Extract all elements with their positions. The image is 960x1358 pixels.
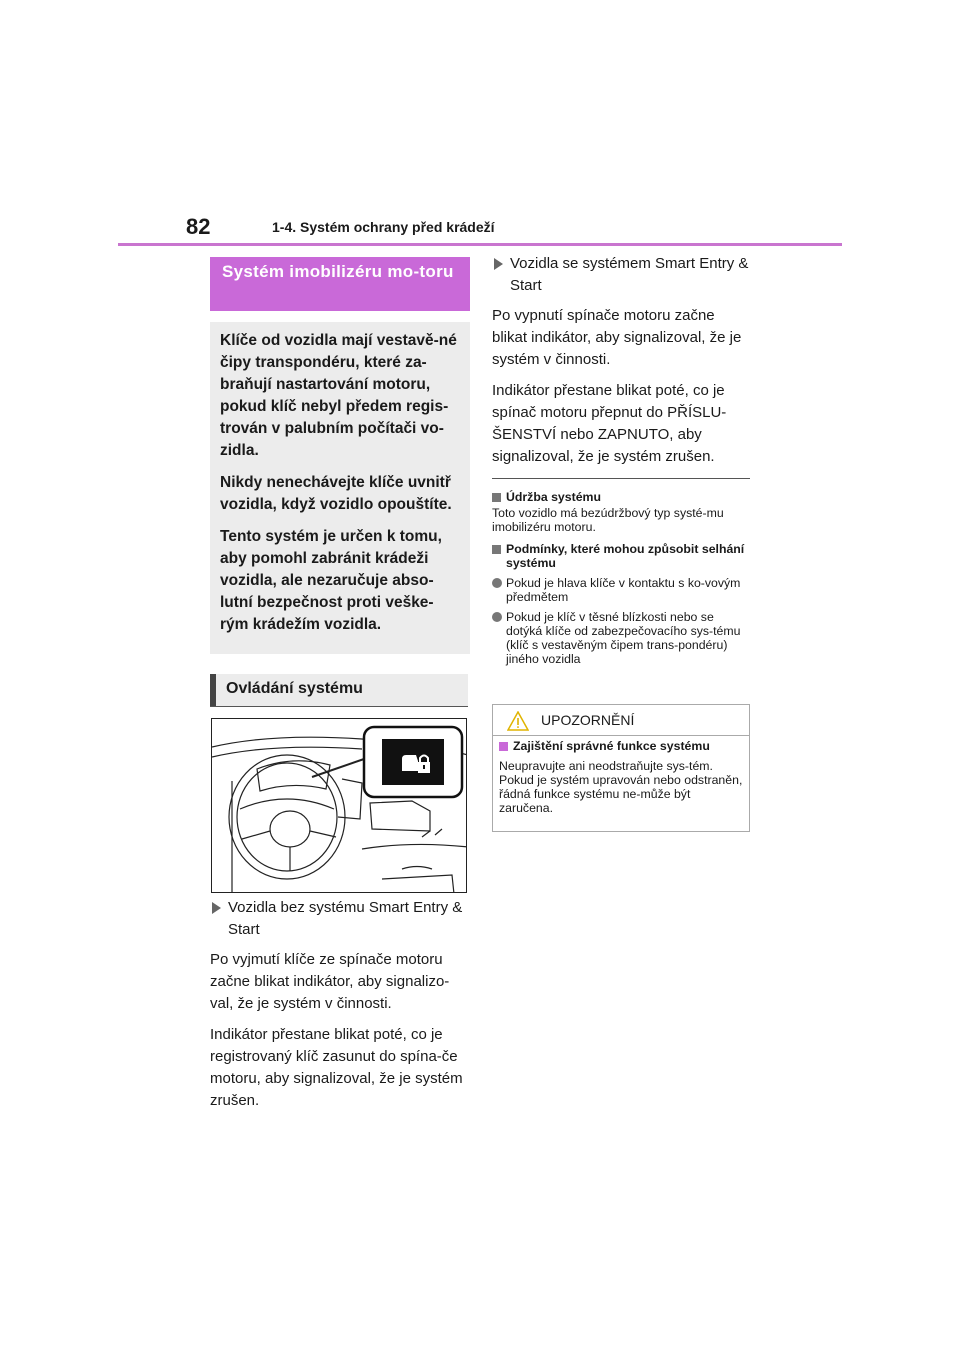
paragraph: Po vyjmutí klíče ze spínače motoru začne blikat indikátor, aby signalizo-val, že je systém v činnosti. [210, 951, 450, 1012]
caution-subtitle [499, 739, 743, 753]
subsection-heading: Vozidla bez systému Smart Entry & Start [228, 899, 463, 938]
list-item-text: Pokud je klíč v těsné blízkosti nebo se dotýká klíče od zabezpečovacího sys-tému (klíč s vestavěným čipem trans-pondéru) jiného vozidla [506, 610, 741, 666]
paragraph: Indikátor přestane blikat poté, co je registrovaný klíč zasunut do spína-če motoru, aby signalizoval, že je systém zrušen. [210, 1026, 463, 1109]
notice-box [210, 322, 470, 654]
caution-box [492, 704, 750, 832]
caution-title: UPOZORNĚNÍ [541, 712, 635, 728]
circle-bullet-icon [492, 578, 502, 588]
list-item [210, 897, 468, 941]
paragraph: Indikátor přestane blikat poté, co je spínač motoru přepnut do PŘÍSLU-ŠENSTVÍ nebo ZAPNUTO, aby signalizoval, že je systém zrušen. [492, 382, 727, 465]
dashboard-illustration [211, 718, 467, 893]
list-item-text: Pokud je hlava klíče v kontaktu s ko-vovým předmětem [506, 576, 741, 604]
note-text: Toto vozidlo má bezúdržbový typ systé-mu imobilizéru motoru. [492, 506, 724, 534]
paragraph: Po vypnutí spínače motoru začne blikat indikátor, aby signalizoval, že je systém v činnosti. [492, 307, 742, 368]
section-rule [210, 706, 468, 707]
divider [492, 478, 750, 479]
dashboard-drawing [212, 719, 467, 893]
note-heading [492, 542, 750, 570]
list-item [492, 253, 750, 297]
notice-paragraph: Klíče od vozidla mají vestavě-né čipy transpondéru, které za-braňují nastartování motoru, pokud klíč nebyl předem regis-trován v palubním počítači vo-zidla. [220, 332, 457, 459]
header-rule [118, 243, 842, 246]
caution-body [499, 739, 743, 823]
list-item [492, 576, 750, 604]
notice-paragraph: Tento systém je určen k tomu, aby pomohl zabránit krádeži vozidla, ale nezaručuje abso-lutní bezpečnost proti veške-rým krádežím vozidla. [220, 528, 442, 633]
left-column-text [210, 897, 468, 1121]
subsection-heading: Vozidla se systémem Smart Entry & Start [510, 255, 749, 294]
square-bullet-icon [499, 742, 508, 751]
notes-block [492, 484, 750, 666]
note-heading [492, 490, 750, 504]
triangle-bullet-icon [212, 902, 221, 914]
operation-heading: Ovládání systému [210, 674, 468, 706]
triangle-bullet-icon [494, 258, 503, 270]
list-item [492, 610, 750, 666]
warning-triangle-icon [507, 711, 529, 731]
page-number: 82 [186, 214, 211, 239]
caution-header [493, 705, 749, 736]
circle-bullet-icon [492, 612, 502, 622]
right-column-text [492, 253, 750, 477]
immobilizer-heading: Systém imobilizéru mo-toru [210, 257, 470, 311]
chapter-title: 1-4. Systém ochrany před krádeží [272, 219, 495, 235]
square-bullet-icon [492, 493, 501, 502]
caution-subtitle-text: Zajištění správné funkce systému [513, 739, 710, 753]
note-heading-text: Podmínky, které mohou způsobit selhání systému [506, 542, 745, 570]
note-heading-text: Údržba systému [506, 490, 601, 504]
notice-paragraph: Nikdy nenechávejte klíče uvnitř vozidla, když vozidlo opouštíte. [220, 474, 452, 513]
caution-text: Neupravujte ani neodstraňujte sys-tém. Pokud je systém upravován nebo odstraněn, řádná funkce systému ne-může být zaručena. [499, 759, 743, 815]
square-bullet-icon [492, 545, 501, 554]
